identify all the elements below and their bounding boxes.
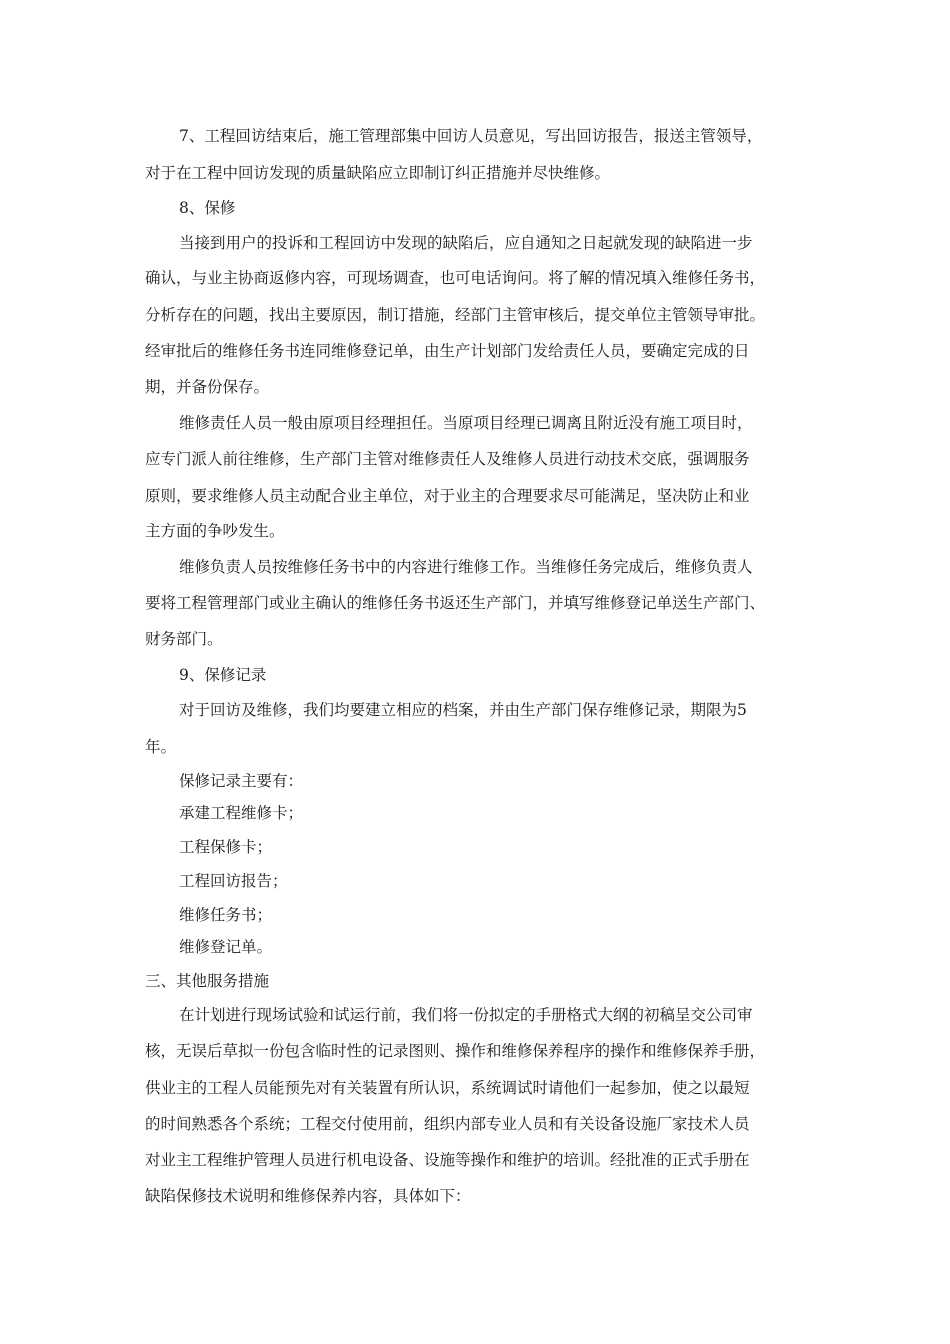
paragraph-line: 维修负责人员按维修任务书中的内容进行维修工作。当维修任务完成后，维修负责人	[179, 558, 753, 576]
paragraph-line: 财务部门。	[145, 630, 223, 648]
paragraph-line: 核，无误后草拟一份包含临时性的记录图则、操作和维修保养程序的操作和维修保养手册，	[145, 1042, 766, 1060]
list-item: 工程保修卡；	[179, 838, 273, 856]
paragraph-line: 缺陷保修技术说明和维修保养内容，具体如下：	[145, 1187, 471, 1205]
paragraph-line: 原则，要求维修人员主动配合业主单位，对于业主的合理要求尽可能满足，坚决防止和业	[145, 487, 750, 505]
paragraph-line: 当接到用户的投诉和工程回访中发现的缺陷后，应自通知之日起就发现的缺陷进一步	[179, 234, 753, 252]
section-heading: 8、保修	[179, 199, 236, 217]
paragraph-line: 的时间熟悉各个系统；工程交付使用前，组织内部专业人员和有关设备设施厂家技术人员	[145, 1115, 750, 1133]
paragraph-line: 年。	[145, 738, 177, 756]
paragraph-line: 确认，与业主协商返修内容，可现场调查，也可电话询问。将了解的情况填入维修任务书，	[145, 269, 766, 287]
paragraph-line: 维修责任人员一般由原项目经理担任。当原项目经理已调离且附近没有施工项目时，	[179, 414, 753, 432]
list-item: 承建工程维修卡；	[179, 804, 304, 822]
list-item: 工程回访报告；	[179, 872, 288, 890]
paragraph-line: 要将工程管理部门或业主确认的维修任务书返还生产部门，并填写维修登记单送生产部门、	[145, 594, 766, 612]
list-item: 维修任务书；	[179, 906, 273, 924]
paragraph-line: 7、工程回访结束后，施工管理部集中回访人员意见，写出回访报告，报送主管领导，	[179, 127, 763, 145]
paragraph-line: 期，并备份保存。	[145, 378, 270, 396]
paragraph-line: 供业主的工程人员能预先对有关装置有所认识，系统调试时请他们一起参加，使之以最短	[145, 1079, 750, 1097]
section-heading: 三、其他服务措施	[145, 972, 270, 990]
paragraph-line: 在计划进行现场试验和试运行前，我们将一份拟定的手册格式大纲的初稿呈交公司审	[179, 1006, 753, 1024]
paragraph-line: 对业主工程维护管理人员进行机电设备、设施等操作和维护的培训。经批准的正式手册在	[145, 1151, 750, 1169]
paragraph-line: 对于回访及维修，我们均要建立相应的档案，并由生产部门保存维修记录，期限为5	[179, 701, 747, 719]
paragraph-line: 经审批后的维修任务书连同维修登记单，由生产计划部门发给责任人员，要确定完成的日	[145, 342, 750, 360]
paragraph-line: 应专门派人前往维修，生产部门主管对维修责任人及维修人员进行动技术交底，强调服务	[145, 450, 750, 468]
section-heading: 9、保修记录	[179, 666, 267, 684]
list-item: 维修登记单。	[179, 938, 273, 956]
paragraph-line: 对于在工程中回访发现的质量缺陷应立即制订纠正措施并尽快维修。	[145, 164, 611, 182]
paragraph-line: 主方面的争吵发生。	[145, 522, 285, 540]
paragraph-line: 分析存在的问题，找出主要原因，制订措施，经部门主管审核后，提交单位主管领导审批。	[145, 306, 766, 324]
list-heading: 保修记录主要有：	[179, 772, 304, 790]
